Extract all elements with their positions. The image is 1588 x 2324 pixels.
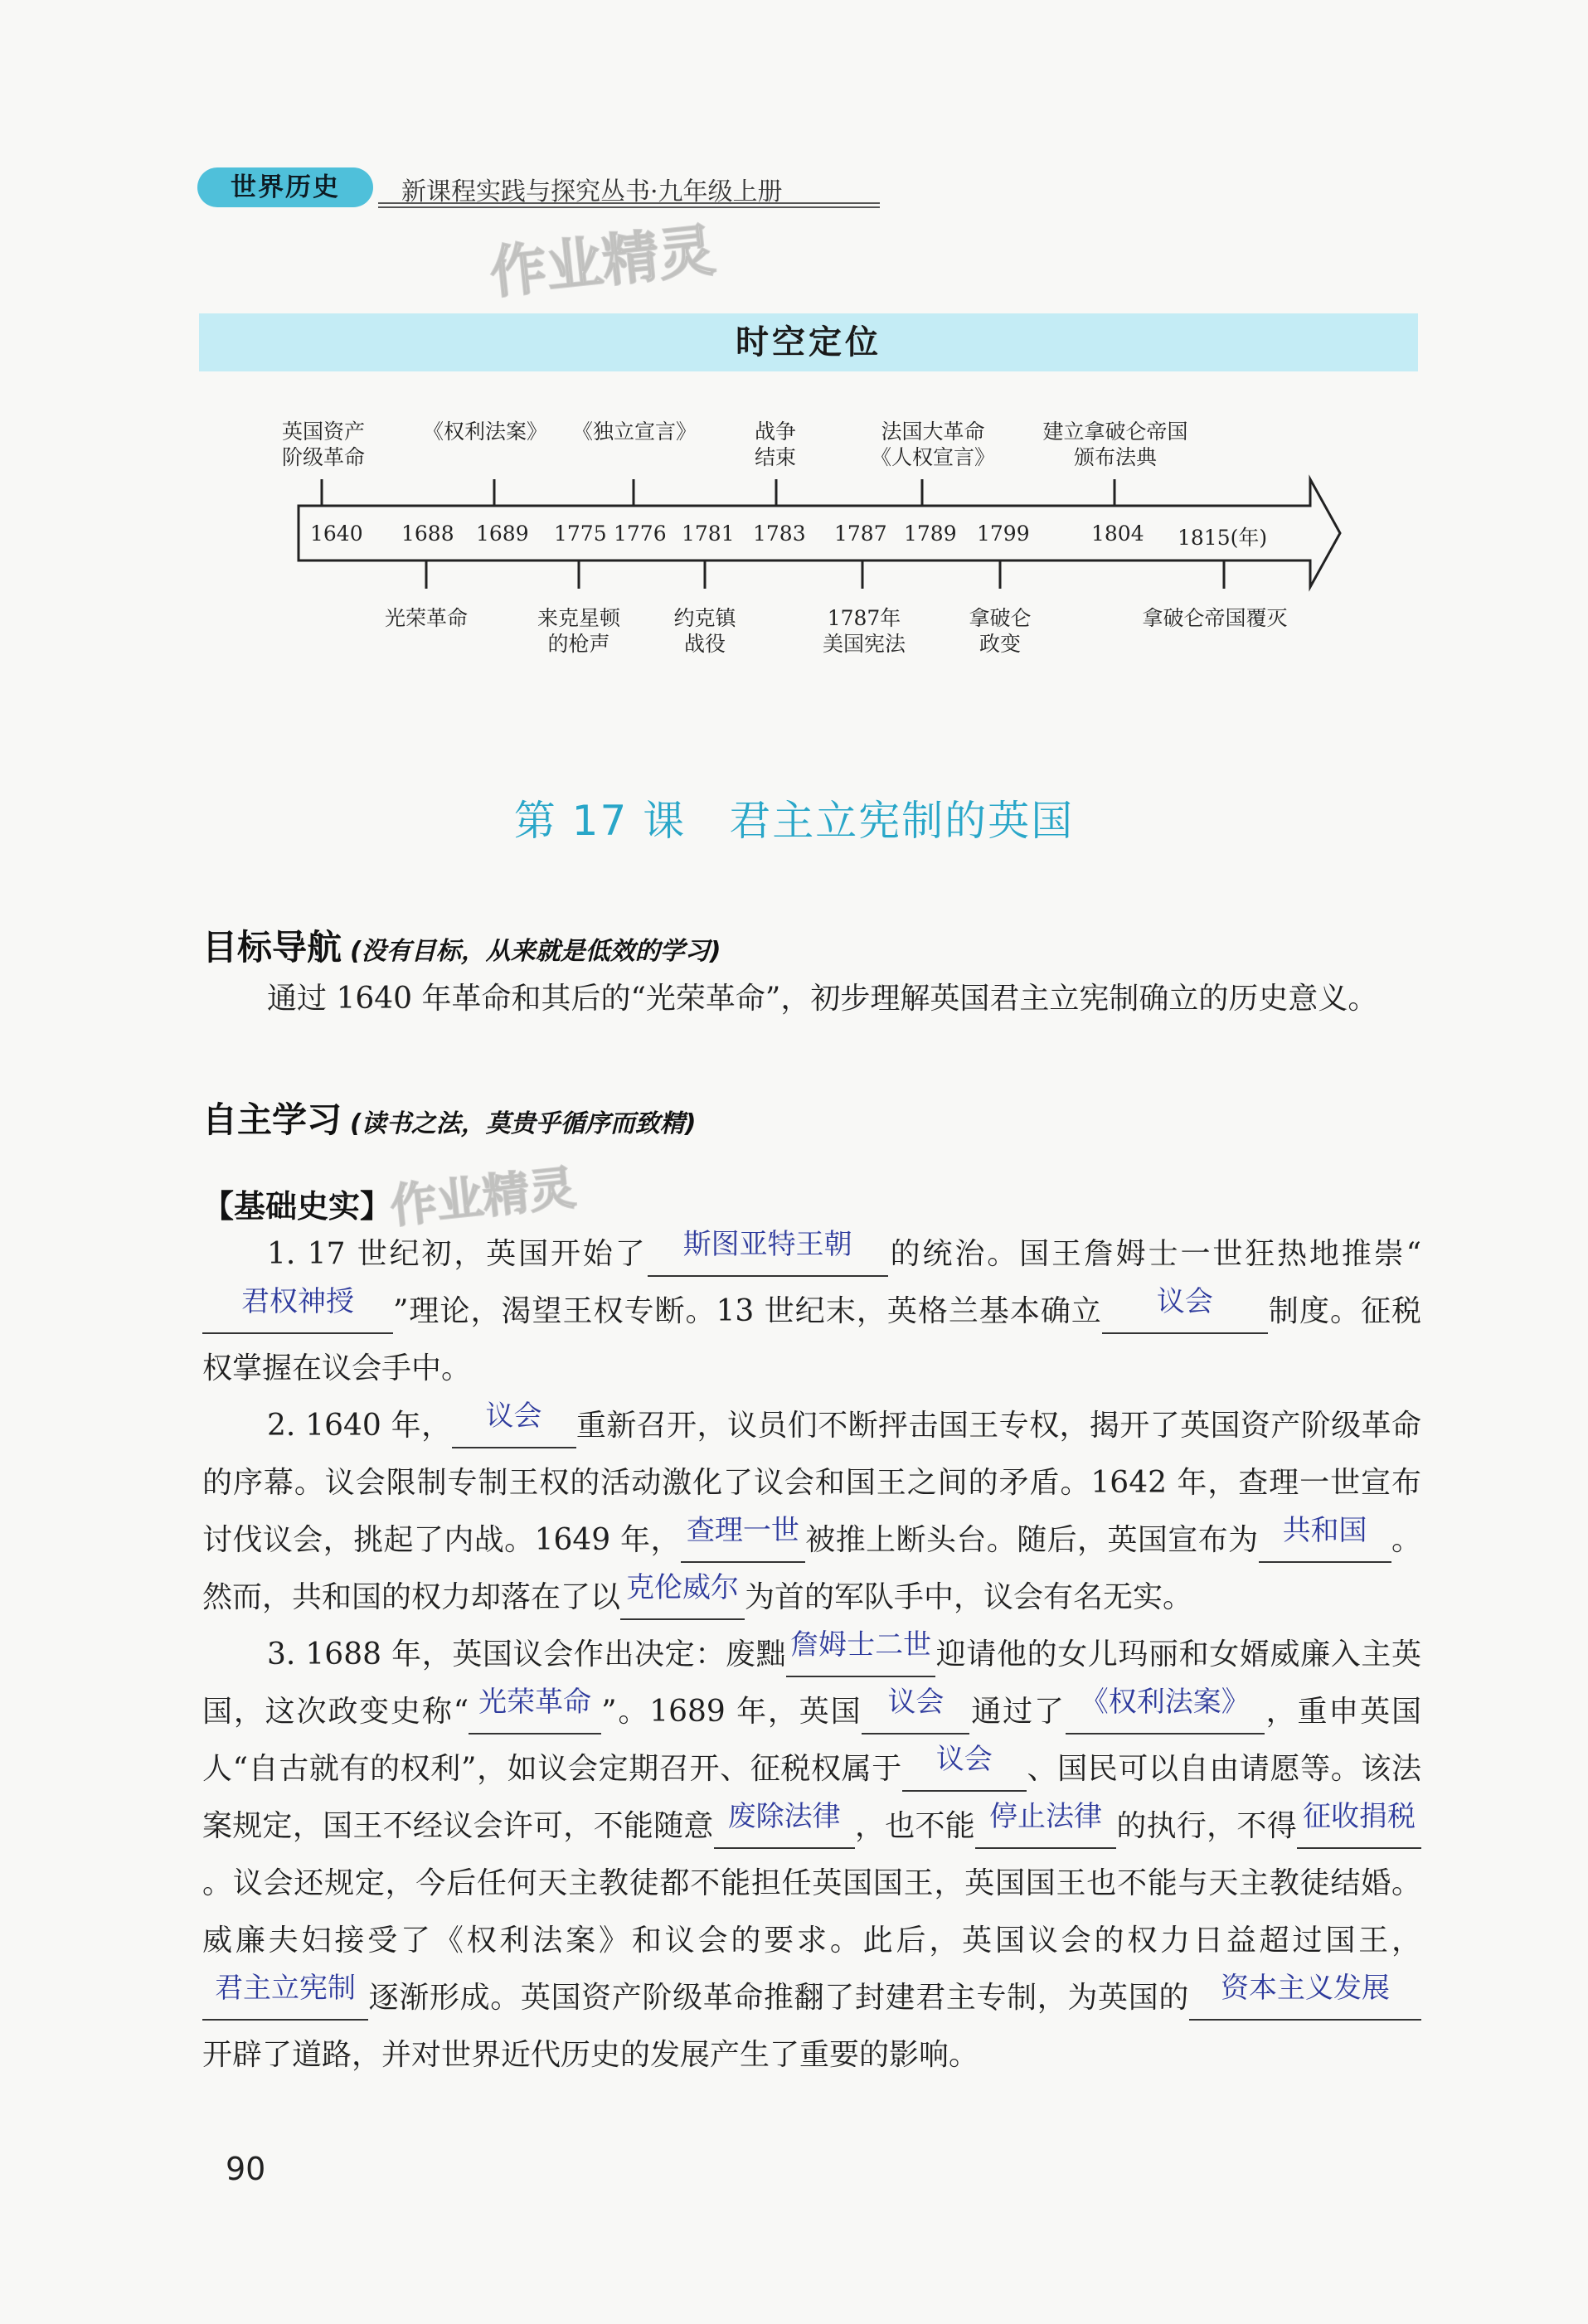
q1-text: 的统治。国王詹姆士一世狂热地推崇“ — [887, 1237, 1421, 1271]
answer-blank[interactable] — [786, 1628, 935, 1677]
q3-text: 。议会还规定，今后任何天主教徒都不能担任英国国王，英国国王也不能与天主教徒结婚。威廉夫妇接受了《权利法案》和议会的要求。此后，英国议会的权力日益超过国王， — [202, 1866, 1421, 1958]
answer-text: 查理一世 — [686, 1514, 799, 1547]
q1-text: 制度。征税权掌握在议会手中。 — [202, 1294, 1421, 1385]
timeline-event-bottom: 1787年 美国宪法 — [822, 606, 906, 656]
book-series-title: 新课程实践与探究丛书·九年级上册 — [401, 177, 783, 206]
timeline-event-top: 战争 结束 — [754, 420, 796, 469]
question-3 — [202, 1626, 1421, 2084]
timeline-event-bottom: 约克镇 战役 — [673, 606, 736, 656]
answer-text: 资本主义发展 — [1221, 1972, 1390, 2005]
answer-blank[interactable] — [648, 1228, 888, 1277]
answer-text: 停止法律 — [989, 1800, 1103, 1833]
answer-blank[interactable] — [1102, 1285, 1268, 1334]
answer-blank[interactable] — [620, 1571, 745, 1620]
watermark-logo: 作业精灵 — [487, 217, 719, 307]
answer-text: 议会 — [935, 1743, 993, 1776]
q3-text: 3. 1688 年，英国议会作出决定：废黜 — [267, 1637, 787, 1671]
q3-text: 通过了 — [969, 1695, 1066, 1729]
answer-blank[interactable] — [1297, 1800, 1421, 1849]
answer-text: 詹姆士二世 — [790, 1628, 932, 1662]
question-1 — [202, 1225, 1421, 1397]
answer-text: 废除法律 — [727, 1800, 841, 1833]
section-banner-title: 时空定位 — [199, 313, 1418, 371]
timeline-arrow — [0, 0, 1588, 746]
q1-text: 1. 17 世纪初，英国开始了 — [267, 1237, 648, 1271]
answer-text: 议会 — [887, 1686, 945, 1719]
answer-blank[interactable] — [714, 1800, 855, 1849]
q2-text: 为首的军队手中，议会有名无实。 — [745, 1580, 1193, 1614]
q3-text: 开辟了道路，并对世界近代历史的发展产生了重要的影响。 — [202, 2038, 979, 2072]
timeline-year: 1804 — [1091, 522, 1144, 546]
q3-text: ，重申英国人“自古就有的权利”，如议会定期召开、征税权属于 — [202, 1695, 1421, 1786]
timeline-year: 1776 — [614, 522, 667, 546]
answer-blank[interactable] — [469, 1686, 601, 1735]
timeline-year: 1689 — [476, 522, 529, 546]
study-heading-text: 自主学习 — [202, 1099, 342, 1140]
timeline-year: 1783 — [753, 522, 806, 546]
answer-blank[interactable] — [975, 1800, 1116, 1849]
timeline-event-top: 建立拿破仑帝国 颁布法典 — [1042, 420, 1188, 469]
answer-text: 共和国 — [1282, 1514, 1367, 1547]
timeline-event-top: 《独立宣言》 — [572, 420, 697, 444]
q2-text: 。然而，共和国的权力却落在了以 — [202, 1523, 1421, 1614]
answer-text: 君权神授 — [241, 1285, 354, 1318]
page-number: 90 — [226, 2151, 266, 2187]
timeline-year: 1640 — [310, 522, 363, 546]
timeline-year: 1688 — [401, 522, 454, 546]
answer-text: 议会 — [1156, 1285, 1213, 1318]
answer-text: 斯图亚特王朝 — [682, 1228, 852, 1261]
timeline-year: 1781 — [682, 522, 735, 546]
q3-text: 的执行，不得 — [1116, 1809, 1297, 1843]
question-2 — [202, 1397, 1421, 1626]
goal-subheading: (没有目标，从来就是低效的学习) — [350, 937, 721, 966]
answer-blank[interactable] — [1259, 1514, 1391, 1563]
answer-blank[interactable] — [681, 1514, 805, 1563]
timeline-event-bottom: 光荣革命 — [384, 606, 468, 630]
timeline-event-top: 法国大革命 《人权宣言》 — [870, 420, 995, 469]
timeline-event-top: 英国资产 阶级革命 — [281, 420, 365, 469]
q3-text: 逐渐形成。英国资产阶级革命推翻了封建君主专制，为英国的 — [368, 1981, 1189, 2015]
q2-text: 被推上断头台。随后，英国宣布为 — [804, 1523, 1259, 1557]
answer-blank[interactable] — [1066, 1686, 1265, 1735]
timeline-event-top: 《权利法案》 — [423, 420, 548, 444]
answer-blank[interactable] — [1189, 1972, 1421, 2021]
timeline-event-bottom: 拿破仑帝国覆灭 — [1142, 606, 1288, 630]
answer-text: 议会 — [485, 1400, 542, 1433]
goal-section-heading — [202, 920, 721, 970]
watermark-logo: 作业精灵 — [387, 1161, 579, 1235]
answer-text: 征收捐税 — [1302, 1800, 1416, 1833]
q3-text: 、国民可以自由请愿等。该法案规定，国王不经议会许可，不能随意 — [202, 1752, 1421, 1843]
answer-text: 光荣革命 — [478, 1686, 592, 1719]
lesson-title: 第 17 课 君主立宪制的英国 — [513, 797, 1075, 845]
answer-blank[interactable] — [452, 1400, 576, 1448]
timeline-event-bottom: 来克星顿 的枪声 — [537, 606, 620, 656]
answer-blank[interactable] — [862, 1686, 969, 1735]
q2-text: 重新召开，议员们不断抨击国王专权，揭开了英国资产阶级革命的序幕。议会限制专制王权的活动激化了议会和国王之间的矛盾。1642 年，查理一世宣布讨伐议会，挑起了内战。1649 年， — [202, 1409, 1421, 1557]
answer-blank[interactable] — [202, 1285, 393, 1334]
goal-text: 通过 1640 年革命和其后的“光荣革命”，初步理解英国君主立宪制确立的历史意义。 — [267, 982, 1378, 1016]
study-subheading: (读书之法，莫贵乎循序而致精) — [350, 1109, 697, 1138]
answer-text: 君主立宪制 — [215, 1972, 356, 2005]
timeline-year: 1775 — [554, 522, 607, 546]
q2-text: 2. 1640 年， — [267, 1409, 452, 1443]
q1-text: ”理论，渴望王权专断。13 世纪末，英格兰基本确立 — [393, 1294, 1102, 1328]
basic-facts-label: 【基础史实】 — [202, 1188, 392, 1225]
timeline-year: 1815(年) — [1178, 526, 1268, 550]
answer-blank[interactable] — [202, 1972, 368, 2021]
study-section-heading — [202, 1093, 696, 1143]
timeline-year: 1787 — [834, 522, 887, 546]
q3-text: 迎请他的女儿玛丽和女婿威廉入主英国，这次政变史称“ — [202, 1637, 1421, 1729]
answer-text: 《权利法案》 — [1080, 1686, 1250, 1719]
answer-blank[interactable] — [902, 1743, 1027, 1792]
answer-text: 克伦威尔 — [626, 1571, 740, 1604]
book-section-tag: 世界历史 — [197, 167, 373, 207]
timeline-year: 1799 — [977, 522, 1030, 546]
goal-heading-text: 目标导航 — [202, 927, 342, 968]
timeline-year: 1789 — [904, 522, 957, 546]
q3-text: ，也不能 — [854, 1809, 976, 1843]
q3-text: ”。1689 年，英国 — [601, 1695, 862, 1729]
timeline-event-bottom: 拿破仑 政变 — [969, 606, 1032, 656]
